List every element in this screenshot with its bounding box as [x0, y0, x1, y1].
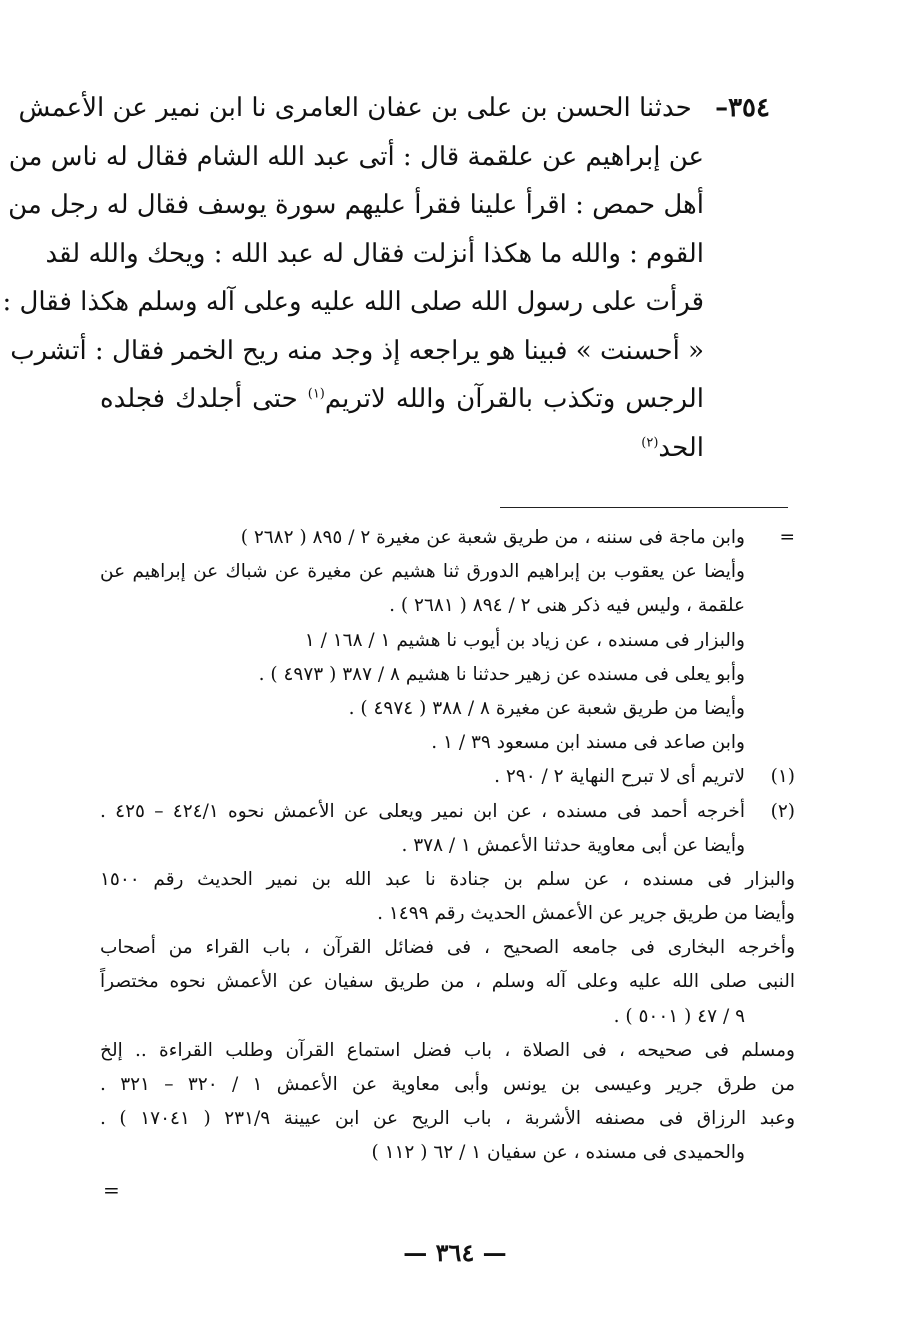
- footnote-text: وعبد الرزاق فى مصنفه الأشربة ، باب الريح عن ابن عيينة ٢٣١/٩ ( ١٧٠٤١ ) .: [100, 1108, 796, 1130]
- footnote-text: والحميدى فى مسنده ، عن سفيان ١ / ٦٢ ( ١١٢ ): [371, 1142, 745, 1164]
- footnote-line: [100, 1000, 795, 1034]
- footnote-marker: =: [779, 527, 795, 548]
- hadith-line-8: [100, 424, 704, 473]
- footnote-line: [100, 624, 795, 658]
- page-number: — ٣٦٤ —: [403, 1238, 507, 1267]
- footnote-ref-1[interactable]: (١): [307, 386, 325, 402]
- hadith-paragraph: [2, 84, 770, 472]
- footnote-text: وأخرجه البخارى فى جامعه الصحيح ، فى فضائل القرآن ، باب القراء من أصحاب: [100, 937, 795, 959]
- footnote-line: [100, 555, 795, 589]
- footnote-1: [100, 760, 795, 794]
- footnote-marker-2: (٢): [770, 800, 795, 822]
- footnote-text: وابن ماجة فى سننه ، من طريق شعبة عن مغيرة ٢ / ٨٩٥ ( ٢٦٨٢ ): [240, 527, 745, 548]
- hadith-line-2: عن إبراهيم عن علقمة قال : أتى عبد الله الشام فقال له ناس من: [8, 141, 704, 172]
- footnote-marker-1: (١): [770, 766, 795, 788]
- footnote-line: [100, 692, 795, 726]
- hadith-line-6: « أحسنت » فبينا هو يراجعه إذ وجد منه ريح الخمر فقال : أتشرب: [10, 335, 704, 366]
- footnote-line: [100, 1034, 795, 1068]
- footnote-text: لاتريم أى لا تبرح النهاية ٢ / ٢٩٠ .: [494, 766, 745, 788]
- footnote-line: [100, 589, 795, 623]
- hadith-line-3: أهل حمص : اقرأ علينا فقرأ عليهم سورة يوسف فقال له رجل من: [8, 190, 704, 220]
- footnote-text: وابن صاعد فى مسند ابن مسعود ٣٩ / ١ .: [431, 732, 745, 754]
- hadith-line-7a: الرجس وتكذب بالقرآن والله لاتريم: [324, 384, 705, 414]
- footnote-text: من طرق جرير وعيسى بن يونس وأبى معاوية عن الأعمش ١ / ٣٢٠ – ٣٢١ .: [100, 1074, 796, 1095]
- hadith-line-1: [18, 84, 770, 133]
- hadith-line-8-text: الحد: [658, 432, 704, 463]
- footnote-line: [100, 1136, 795, 1170]
- footnote-text: علقمة ، وليس فيه ذكر هنى ٢ / ٨٩٤ ( ٢٦٨١ ) .: [389, 595, 745, 617]
- hadith-line-7: [100, 375, 704, 424]
- footnote-line: [100, 658, 795, 692]
- footnote-line: [100, 931, 795, 965]
- footnote-text: وأيضا عن يعقوب بن إبراهيم الدورق ثنا هشيم عن مغيرة عن شباك عن إبراهيم عن: [100, 561, 745, 583]
- hadith-number: ٣٥٤–: [715, 93, 770, 123]
- footnote-text: ومسلم فى صحيحه ، فى الصلاة ، باب فضل استماع القرآن وطلب القراءة .. إلخ: [100, 1039, 795, 1061]
- hadith-line-7b: حتى أجلدك فجلده: [100, 384, 298, 414]
- footnote-line: [100, 1102, 795, 1136]
- footnote-text: وأيضا من طريق شعبة عن مغيرة ٨ / ٣٨٨ ( ٤٩٧٤ ) .: [348, 697, 745, 719]
- footnote-text: أخرجه أحمد فى مسنده ، عن ابن نمير ويعلى عن الأعمش نحوه ٤٢٤/١ – ٤٢٥ .: [100, 800, 746, 822]
- footnote-line: [100, 965, 795, 999]
- footnote-line: [100, 863, 795, 897]
- footnote-text: النبى صلى الله عليه وعلى آله وسلم ، من طريق سفيان عن الأعمش نحوه مختصراً: [100, 971, 795, 993]
- footnote-text: والبزار فى مسنده ، عن زياد بن أيوب نا هشيم ١ / ١٦٨ / ١: [304, 629, 745, 651]
- footnote-text: والبزار فى مسنده ، عن سلم بن جنادة نا عبد الله بن نمير الحديث رقم ١٥٠٠: [100, 868, 795, 890]
- hadith-line-text: حدثنا الحسن بن على بن عفان العامرى نا ابن نمير عن الأعمش: [18, 93, 692, 123]
- footnote-line: [100, 897, 795, 931]
- footnotes: [100, 521, 795, 1171]
- footnote-text: وأيضا من طريق جرير عن الأعمش الحديث رقم ١٤٩٩ .: [377, 903, 795, 925]
- footnote-text: ٩ / ٤٧ ( ٥٠٠١ ) .: [613, 1005, 745, 1027]
- footnote-text: وأيضا عن أبى معاوية حدثنا الأعمش ١ / ٣٧٨ .: [401, 834, 745, 856]
- footnote-line: [100, 521, 795, 555]
- footnote-line: [100, 726, 795, 760]
- footnote-ref-2[interactable]: (٢): [641, 434, 659, 450]
- continuation-marker: =: [103, 1178, 120, 1202]
- hadith-line-4: القوم : والله ما هكذا أنزلت فقال له عبد الله : ويحك والله لقد: [45, 238, 704, 269]
- footnote-2: [100, 795, 795, 829]
- footnote-text: وأبو يعلى فى مسنده عن زهير حدثنا نا هشيم ٨ / ٣٨٧ ( ٤٩٧٣ ) .: [258, 663, 745, 685]
- footnote-line: [100, 1068, 795, 1102]
- footnote-line: [100, 829, 795, 863]
- hadith-body: [2, 133, 770, 473]
- footnote-separator: [500, 507, 788, 508]
- hadith-line-5: قرأت على رسول الله صلى الله عليه وعلى آله وسلم هكذا فقال :: [2, 287, 704, 317]
